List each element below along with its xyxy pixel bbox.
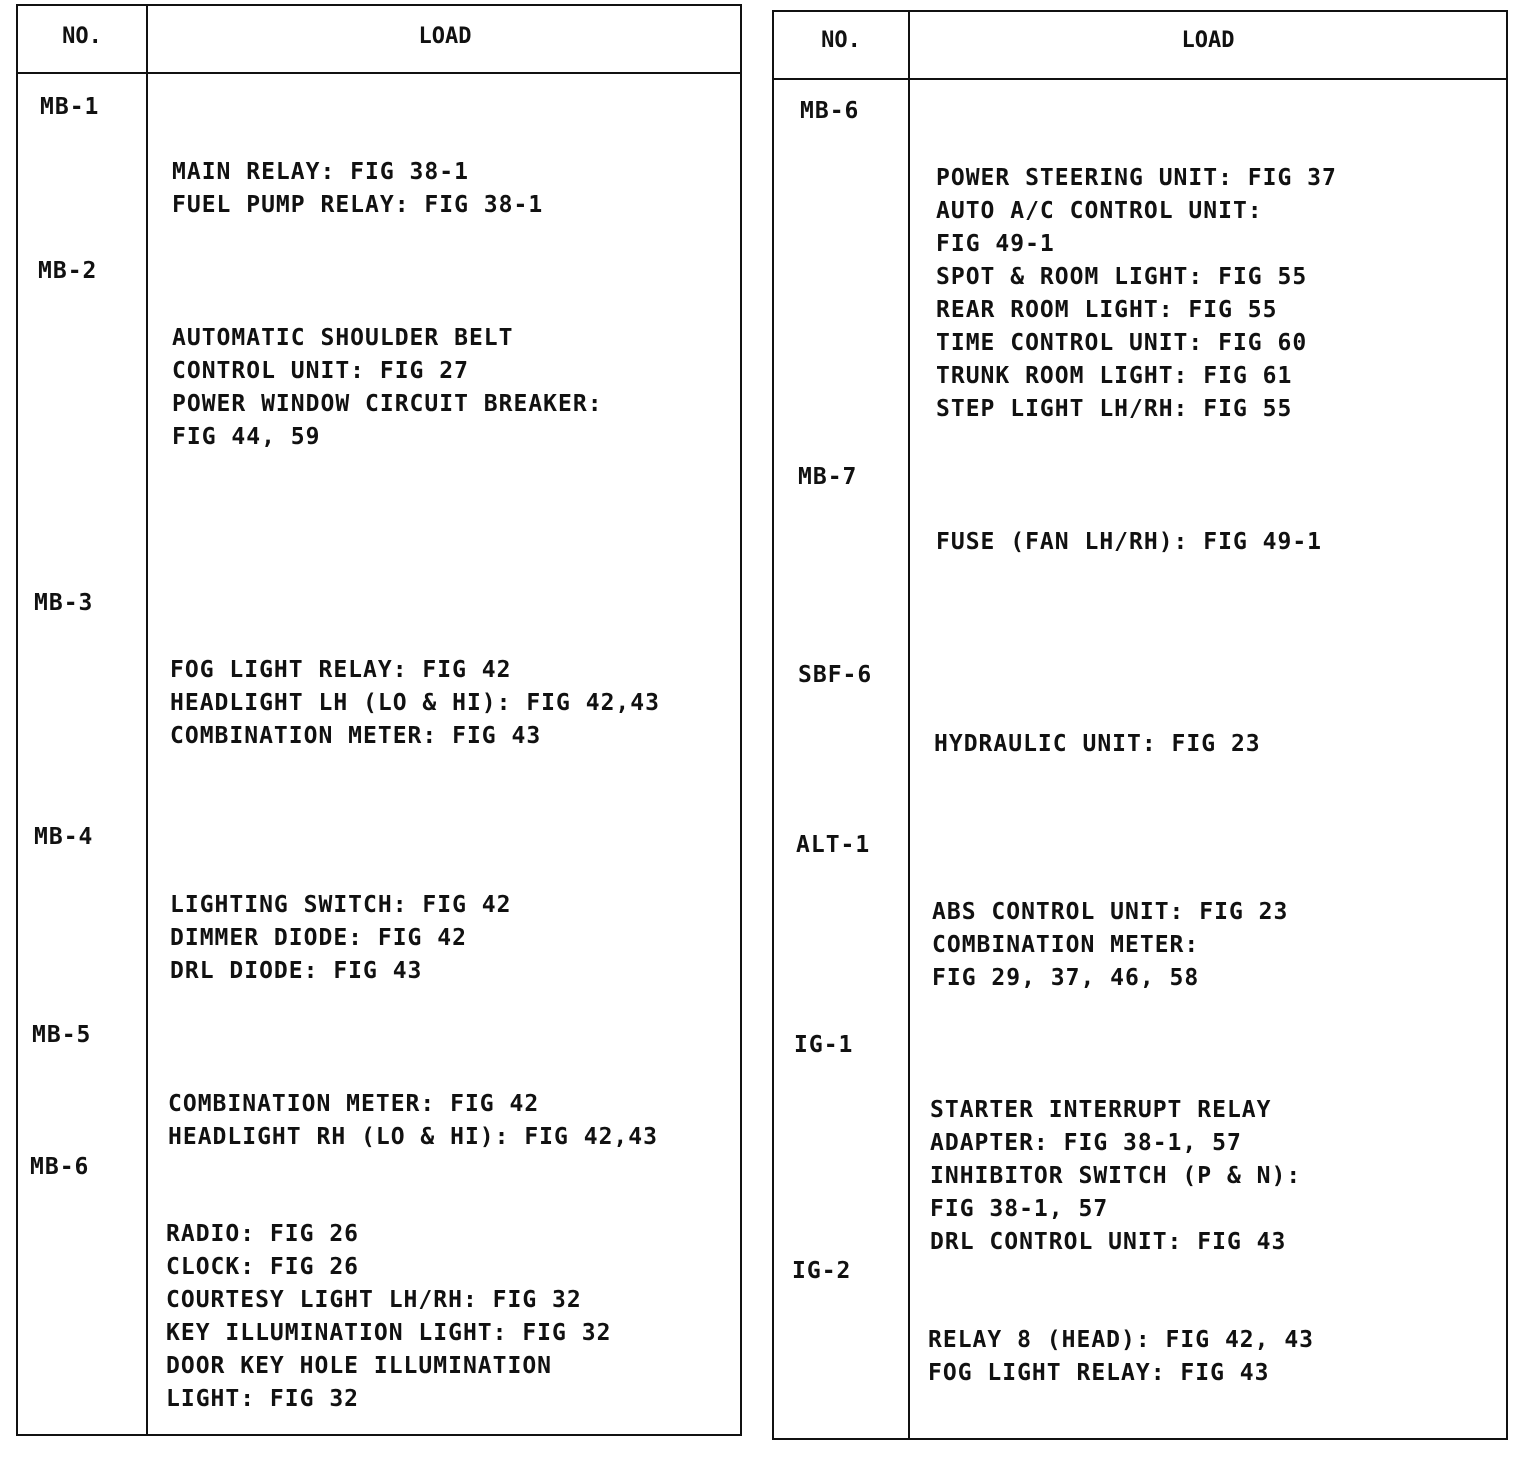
row-number: MB-3	[34, 590, 94, 616]
right-header-divider	[774, 78, 1506, 80]
row-number: MB-6	[30, 1154, 90, 1180]
row-load: COMBINATION METER: FIG 42 HEADLIGHT RH (LO & HI): FIG 42,43	[168, 1091, 658, 1150]
row-load: FUSE (FAN LH/RH): FIG 49-1	[936, 529, 1323, 555]
row-number: MB-2	[38, 258, 98, 284]
row-number: MB-6	[800, 98, 860, 124]
right-header-load: LOAD	[1181, 28, 1235, 53]
row-load: ABS CONTROL UNIT: FIG 23 COMBINATION METER: FIG 29, 37, 46, 58	[932, 899, 1289, 991]
row-number: SBF-6	[798, 662, 873, 688]
row-load: STARTER INTERRUPT RELAY ADAPTER: FIG 38-1, 57 INHIBITOR SWITCH (P & N): FIG 38-1, 57 DRL CONTROL UNIT: FIG 43	[930, 1097, 1302, 1255]
row-load: POWER STEERING UNIT: FIG 37 AUTO A/C CONTROL UNIT: FIG 49-1 SPOT & ROOM LIGHT: FIG 55 REAR ROOM LIGHT: FIG 55 TIME CONTROL UNIT: FIG 60 TRUNK ROOM LIGHT: FIG 61 STEP LIGHT LH/RH: FIG 55	[936, 165, 1337, 422]
row-load: MAIN RELAY: FIG 38-1 FUEL PUMP RELAY: FIG 38-1	[172, 159, 544, 218]
row-number: ALT-1	[796, 832, 871, 858]
right-fuse-table	[772, 10, 1508, 1440]
row-number: MB-4	[34, 824, 94, 850]
right-column-divider	[908, 12, 910, 1438]
row-number: MB-7	[798, 464, 858, 490]
row-load: RADIO: FIG 26 CLOCK: FIG 26 COURTESY LIGHT LH/RH: FIG 32 KEY ILLUMINATION LIGHT: FIG 32 DOOR KEY HOLE ILLUMINATION LIGHT: FIG 32	[166, 1221, 612, 1412]
row-load: AUTOMATIC SHOULDER BELT CONTROL UNIT: FIG 27 POWER WINDOW CIRCUIT BREAKER: FIG 44, 59	[172, 325, 603, 450]
left-header-no: NO.	[62, 24, 102, 49]
row-number: MB-5	[32, 1022, 92, 1048]
row-number: IG-2	[792, 1258, 852, 1284]
left-column-divider	[146, 6, 148, 1434]
left-header-load: LOAD	[418, 24, 472, 49]
left-header-divider	[18, 72, 740, 74]
row-number: MB-1	[40, 94, 100, 120]
left-fuse-table	[16, 4, 742, 1436]
row-number: IG-1	[794, 1032, 854, 1058]
right-header-no: NO.	[821, 28, 861, 53]
row-load: RELAY 8 (HEAD): FIG 42, 43 FOG LIGHT RELAY: FIG 43	[928, 1327, 1315, 1386]
row-load: LIGHTING SWITCH: FIG 42 DIMMER DIODE: FIG 42 DRL DIODE: FIG 43	[170, 892, 512, 984]
row-load: HYDRAULIC UNIT: FIG 23	[934, 731, 1261, 757]
row-load: FOG LIGHT RELAY: FIG 42 HEADLIGHT LH (LO & HI): FIG 42,43 COMBINATION METER: FIG 43	[170, 657, 660, 749]
